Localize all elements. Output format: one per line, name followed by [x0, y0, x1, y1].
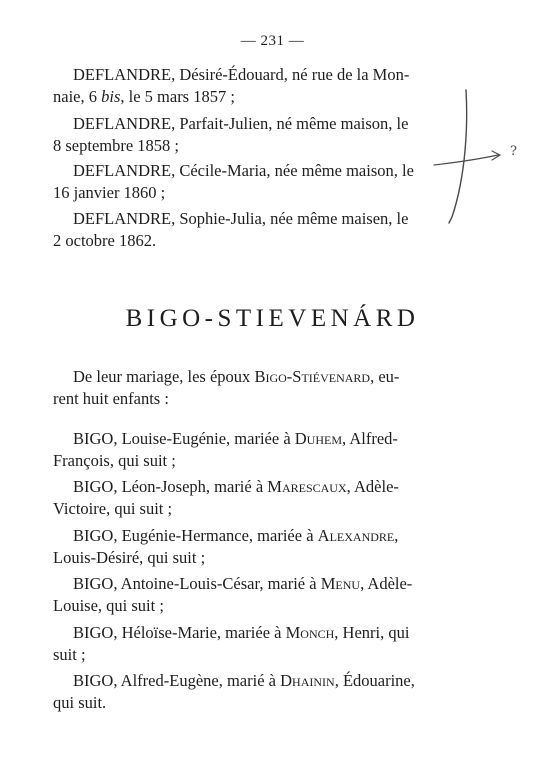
entry-surname: BIGO	[73, 574, 114, 593]
handwritten-bracket-annotation	[430, 85, 530, 235]
annotation-question-mark: ?	[510, 144, 517, 159]
entry-text: , Héloïse-Marie, mariée à	[113, 623, 286, 642]
entry-text: , Parfait-Julien, né même maison, le	[171, 114, 409, 133]
entry-text: , Édouarine,	[334, 671, 415, 690]
section-title: BIGO-STIEVENÁRD	[125, 305, 420, 332]
deflandre-entry-3	[53, 160, 445, 204]
entry-text: , Louise-Eugénie, mariée à	[113, 429, 295, 448]
spouse-name: Dhainin	[280, 671, 335, 690]
entry-surname: BIGO	[73, 671, 114, 690]
deflandre-entry-2	[53, 113, 445, 157]
entry-text: suit ;	[53, 645, 86, 664]
spouse-name: Monch	[285, 623, 335, 642]
entry-text: , Adèle-	[346, 477, 399, 496]
family-name-smallcaps: Bigo-Stiévenard	[254, 367, 371, 386]
entry-surname: BIGO	[73, 429, 114, 448]
page-number: — 231 —	[240, 33, 305, 49]
entry-text: naie, 6	[53, 87, 102, 106]
entry-text: , Alfred-Eugène, marié à	[113, 671, 281, 690]
entry-text: , Antoine-Louis-César, marié à	[113, 574, 321, 593]
entry-text: , Sophie-Julia, née même maisen, le	[171, 209, 409, 228]
entry-text: , le 5 mars 1857 ;	[120, 87, 235, 106]
bigo-child-entry-1	[53, 428, 445, 472]
entry-text: ,	[394, 526, 399, 545]
entry-text: , Désiré-Édouard, né rue de la Mon-	[171, 65, 410, 84]
entry-text: François, qui suit ;	[53, 451, 176, 470]
entry-text: , Adèle-	[360, 574, 413, 593]
deflandre-entry-1	[53, 64, 445, 108]
entry-text: , Léon-Joseph, marié à	[113, 477, 268, 496]
entry-surname: BIGO	[73, 526, 114, 545]
entry-surname: DEFLANDRE	[73, 209, 172, 228]
entry-text: qui suit.	[53, 693, 107, 712]
entry-surname: DEFLANDRE	[73, 65, 172, 84]
entry-surname: BIGO	[73, 623, 114, 642]
entry-surname: BIGO	[73, 477, 114, 496]
entry-surname: DEFLANDRE	[73, 114, 172, 133]
intro-text: , eu-	[370, 367, 400, 386]
entry-text: , Cécile-Maria, née même maison, le	[171, 161, 414, 180]
spouse-name: Alexandre	[317, 526, 395, 545]
entry-text: , Eugénie-Hermance, mariée à	[113, 526, 318, 545]
spouse-name: Menu	[320, 574, 361, 593]
entry-text: Louis-Désiré, qui suit ;	[53, 548, 206, 567]
intro-paragraph	[53, 366, 445, 410]
entry-text: 16 janvier 1860 ;	[53, 183, 166, 202]
entry-text: , Alfred-	[342, 429, 398, 448]
bigo-child-entry-2	[53, 476, 445, 520]
entry-text: Victoire, qui suit ;	[53, 499, 173, 518]
entry-surname: DEFLANDRE	[73, 161, 172, 180]
entry-text: 8 septembre 1858 ;	[53, 136, 180, 155]
intro-text: De leur mariage, les époux	[73, 367, 255, 386]
entry-text: Louise, qui suit ;	[53, 596, 164, 615]
spouse-name: Marescaux	[267, 477, 347, 496]
entry-text: , Henri, qui	[334, 623, 410, 642]
bigo-child-entry-6	[53, 670, 445, 714]
bigo-child-entry-4	[53, 573, 445, 617]
deflandre-entry-4	[53, 208, 445, 252]
spouse-name: Duhem	[294, 429, 343, 448]
intro-text: rent huit enfants :	[53, 389, 169, 408]
bigo-child-entry-5	[53, 622, 445, 666]
bigo-child-entry-3	[53, 525, 445, 569]
entry-text: 2 octobre 1862.	[53, 231, 157, 250]
entry-italic-text: bis	[101, 87, 121, 106]
